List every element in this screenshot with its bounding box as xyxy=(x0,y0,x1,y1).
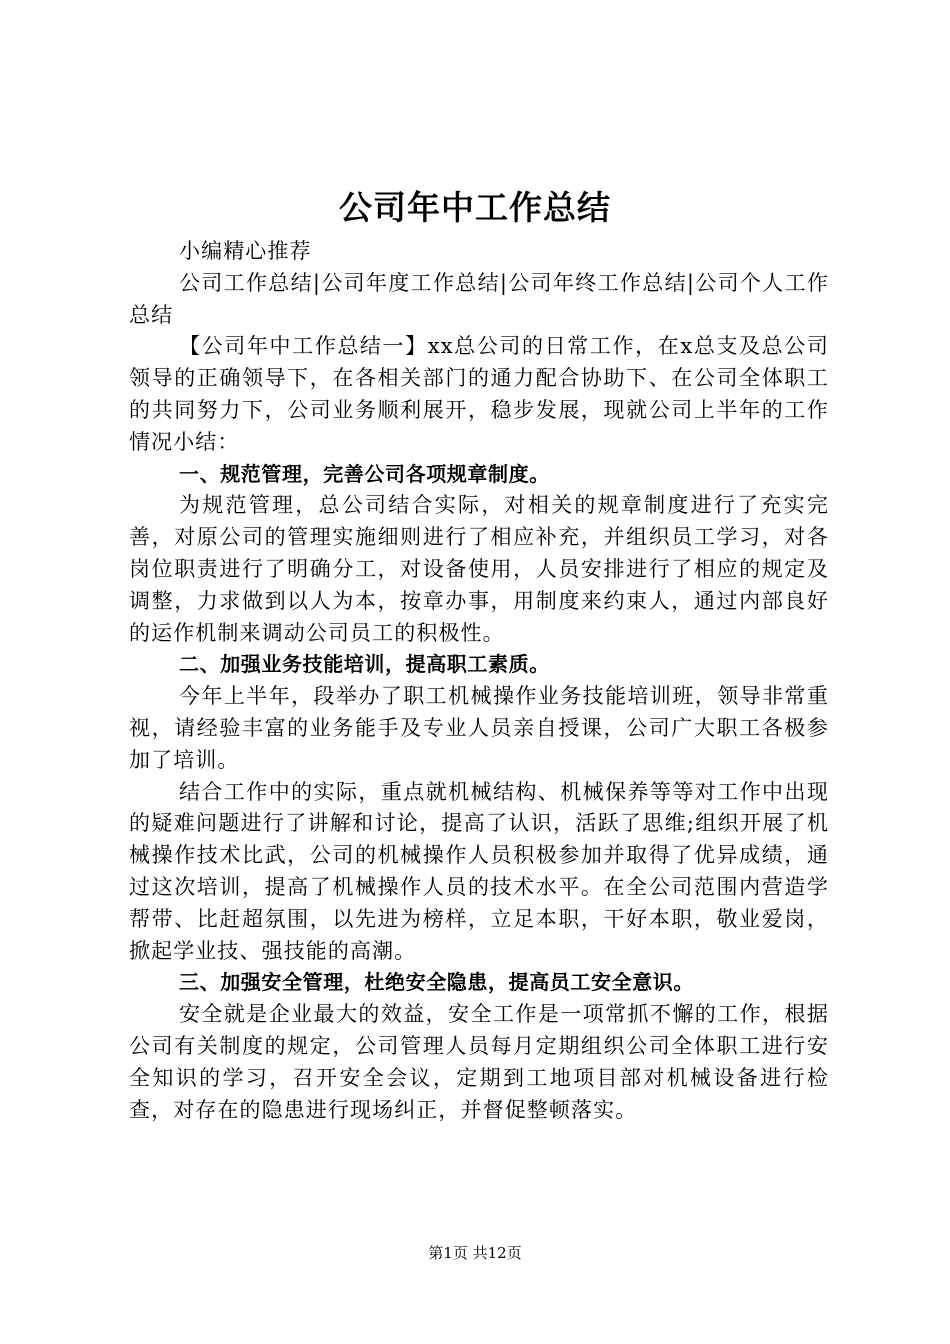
document-body xyxy=(129,236,829,1126)
document-title: 公司年中工作总结 xyxy=(339,188,611,227)
paragraph-safety: 安全就是企业最大的效益，安全工作是一项常抓不懈的工作，根据公司有关制度的规定，公司管理人员每月定期组织公司全体职工进行安全知识的学习，召开安全会议，定期到工地项目部对机械设备进行检查，对存在的隐患进行现场纠正，并督促整顿落实。 xyxy=(129,1002,829,1122)
section-heading-1: 一、规范管理，完善公司各项规章制度。 xyxy=(179,461,550,486)
paragraph-related-links: 公司工作总结|公司年度工作总结|公司年终工作总结|公司个人工作总结 xyxy=(129,270,829,327)
paragraph-intro: 【公司年中工作总结一】xx总公司的日常工作，在x总支及总公司领导的正确领导下，在各相关部门的通力配合协助下、在公司全体职工的共同努力下，公司业务顺利展开，稳步发展，现就公司上半年的工作情况小结： xyxy=(129,334,829,454)
page-number-footer: 第1页 共12页 xyxy=(428,1244,522,1262)
paragraph-training: 今年上半年，段举办了职工机械操作业务技能培训班，领导非常重视，请经验丰富的业务能手及专业人员亲自授课，公司广大职工各极参加了培训。 xyxy=(129,684,829,772)
paragraph-management: 为规范管理，总公司结合实际，对相关的规章制度进行了充实完善，对原公司的管理实施细则进行了相应补充，并组织员工学习，对各岗位职责进行了明确分工，对设备使用，人员安排进行了相应的规定及调整，力求做到以人为本，按章办事，用制度来约束人，通过内部良好的运作机制来调动公司员工的积极性。 xyxy=(129,493,829,645)
section-heading-2: 二、加强业务技能培训，提高职工素质。 xyxy=(179,652,550,677)
paragraph-practice: 结合工作中的实际，重点就机械结构、机械保养等等对工作中出现的疑难问题进行了讲解和讨论，提高了认识，活跃了思维;组织开展了机械操作技术比武，公司的机械操作人员积极参加并取得了优异成绩，通过这次培训，提高了机械操作人员的技术水平。在全公司范围内营造学帮带、比赶超氛围，以先进为榜样，立足本职，干好本职，敬业爱岗，掀起学业技、强技能的高潮。 xyxy=(129,779,829,963)
paragraph-recommend: 小编精心推荐 xyxy=(179,239,312,263)
section-heading-3: 三、加强安全管理，杜绝安全隐患，提高员工安全意识。 xyxy=(179,970,694,995)
